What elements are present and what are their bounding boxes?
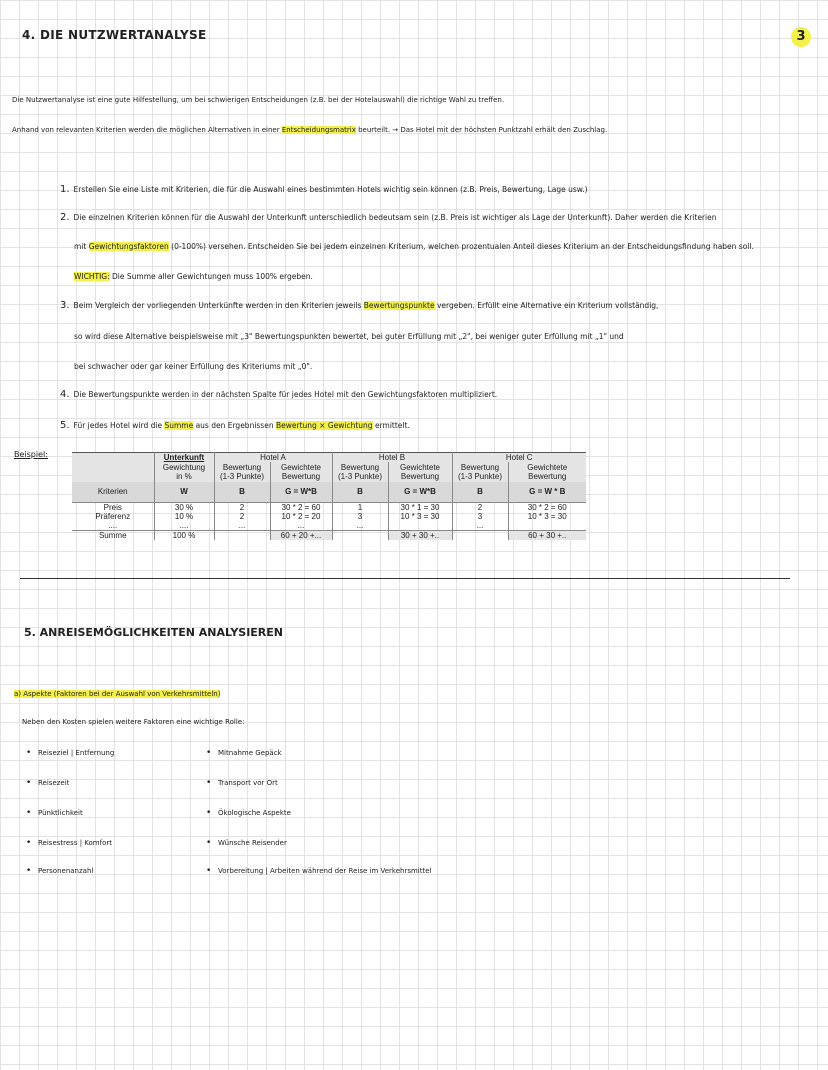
step-2: 2. Die einzelnen Kriterien können für die Auswahl der Unterkunft unterschiedlich bedeutsam sein (z.B. Preis ist wichtiger als Lage der Unterkunft). Daher werden die Kriterien <box>60 212 717 223</box>
example-label: Beispiel: <box>14 450 48 459</box>
step-3: 3. Beim Vergleich der vorliegenden Unterkünfte werden in den Kriterien jeweils Bewertungspunkte vergeben. Erfüllt eine Alternative ein Kriterium vollständig, <box>60 300 659 311</box>
table-row: .... .... ... ... ... ... <box>72 521 586 531</box>
list-item: • Transport vor Ort <box>206 778 278 788</box>
intro-line-1: Die Nutzwertanalyse ist eine gute Hilfestellung, um bei schwierigen Entscheidungen (z.B. bei der Hotelauswahl) die richtige Wahl zu treffen. <box>12 96 505 104</box>
page-number: 3 <box>791 27 811 47</box>
section-divider <box>20 578 790 579</box>
example-table: Unterkunft Hotel A Hotel B Hotel C Gewichtung in % Bewertung (1-3 Punkte) Gewichtete Bewertung Bewertung (1-3 Punkte) Gewichtete Bewertung Bewertung (1-3 Punkte) Gewichtete Bewertung Kriterien W B G = W*B B G = W*B B G = W * B Preis 30 % 2 30 * 2 = 60 1 30 * 1 = 30 2 30 * 2 = 60 Präferenz 10 % 2 10 * 2 = 20 3 10 * 3 = 30 3 10 * 3 = 30 .... .... ... ... ... ... Summe 100 % 60 + 20 +... 30 + 30 +.. 60 + 30 +.. <box>72 452 586 540</box>
table-row: Präferenz 10 % 2 10 * 2 = 20 3 10 * 3 = 30 3 10 * 3 = 30 <box>72 512 586 521</box>
list-item: • Vorbereitung | Arbeiten während der Reise im Verkehrsmittel <box>206 866 432 876</box>
step-2-line-3: WICHTIG: Die Summe aller Gewichtungen muss 100% ergeben. <box>74 272 313 281</box>
table-row: Preis 30 % 2 30 * 2 = 60 1 30 * 1 = 30 2 30 * 2 = 60 <box>72 502 586 512</box>
intro-line-2: Anhand von relevanten Kriterien werden die möglichen Alternativen in einer Entscheidungsmatrix beurteilt. → Das Hotel mit der höchsten Punktzahl erhält den Zuschlag. <box>12 126 608 134</box>
th-unterkunft: Unterkunft <box>154 453 214 463</box>
th-hotel-c: Hotel C <box>452 453 586 463</box>
th-kriterien: Kriterien <box>72 482 154 502</box>
th-hotel-a: Hotel A <box>214 453 332 463</box>
step-3-line-2: so wird diese Alternative beispielsweise mit „3" Bewertungspunkten bewertet, bei guter Erfüllung mit „2", bei weniger guter Erfüllung mit „1" und <box>74 332 624 341</box>
subheading-aspekte: a) Aspekte (Faktoren bei der Auswahl von Verkehrsmitteln) <box>14 690 221 698</box>
list-item: • Reiseziel | Entfernung <box>26 748 115 758</box>
list-item: • Ökologische Aspekte <box>206 808 291 818</box>
list-item: • Reisezeit <box>26 778 70 788</box>
step-2-line-2: mit Gewichtungsfaktoren (0-100%) versehen. Entscheiden Sie bei jedem einzelnen Kriterium, welchen prozentualen Anteil dieses Kriterium an der Entscheidungsfindung haben soll. <box>74 242 754 251</box>
list-item: • Wünsche Reisender <box>206 838 287 848</box>
section-5-title: 5. ANREISEMÖGLICHKEITEN ANALYSIEREN <box>24 626 283 639</box>
step-3-line-3: bei schwacher oder gar keiner Erfüllung des Kriteriums mit „0". <box>74 362 313 371</box>
step-1: 1. Erstellen Sie eine Liste mit Kriterien, die für die Auswahl eines bestimmten Hotels wichtig sein können (z.B. Preis, Bewertung, Lage usw.) <box>60 184 588 195</box>
step-5: 5. Für jedes Hotel wird die Summe aus den Ergebnissen Bewertung × Gewichtung ermittelt. <box>60 420 410 431</box>
step-4: 4. Die Bewertungspunkte werden in der nächsten Spalte für jedes Hotel mit den Gewichtungsfaktoren multipliziert. <box>60 389 498 400</box>
lead-text: Neben den Kosten spielen weitere Faktoren eine wichtige Rolle: <box>22 718 245 726</box>
list-item: • Personenanzahl <box>26 866 94 876</box>
section-4-title: 4. DIE NUTZWERTANALYSE <box>22 28 207 42</box>
table-row-summe: Summe 100 % 60 + 20 +... 30 + 30 +.. 60 + 30 +.. <box>72 530 586 540</box>
th-hotel-b: Hotel B <box>332 453 452 463</box>
list-item: • Mitnahme Gepäck <box>206 748 282 758</box>
list-item: • Reisestress | Komfort <box>26 838 112 848</box>
list-item: • Pünktlichkeit <box>26 808 83 818</box>
